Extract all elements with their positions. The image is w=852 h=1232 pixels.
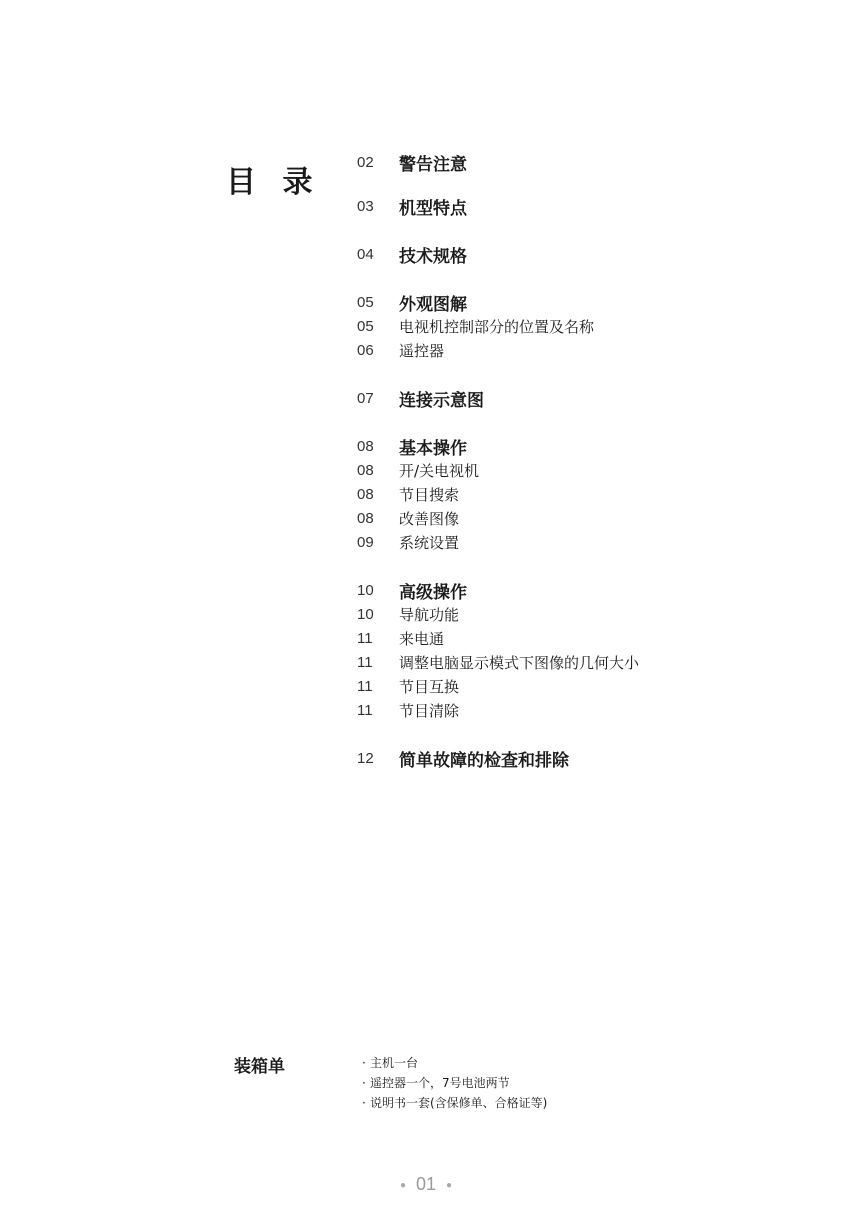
packing-list bbox=[362, 1053, 547, 1113]
toc-entry-text: 来电通 bbox=[399, 629, 445, 648]
dot-icon: ● bbox=[446, 1179, 453, 1191]
toc-entry[interactable] bbox=[357, 506, 817, 530]
packing-item bbox=[362, 1093, 547, 1113]
toc-page-number: 11 bbox=[357, 629, 373, 647]
toc-page-number: 08 bbox=[357, 485, 374, 503]
toc-entry-text: 节目清除 bbox=[399, 701, 460, 720]
toc-entry-text: 节目互换 bbox=[399, 677, 460, 696]
toc-entry-text: 导航功能 bbox=[399, 605, 460, 624]
toc-page-number: 11 bbox=[357, 653, 373, 671]
toc-page-number: 11 bbox=[357, 677, 373, 695]
toc-entry-text: 调整电脑显示模式下图像的几何大小 bbox=[399, 653, 640, 672]
toc-entry[interactable] bbox=[357, 314, 817, 338]
packing-item bbox=[362, 1053, 547, 1073]
toc-entry[interactable] bbox=[357, 338, 817, 362]
toc-entry[interactable] bbox=[357, 746, 817, 770]
toc-entry-text: 开/关电视机 bbox=[399, 461, 480, 480]
page-number bbox=[0, 1174, 852, 1195]
toc-page-number: 06 bbox=[357, 341, 374, 359]
toc-page-number: 03 bbox=[357, 197, 374, 215]
toc-entry[interactable] bbox=[357, 698, 817, 722]
toc-page-number: 09 bbox=[357, 533, 374, 551]
table-of-contents bbox=[357, 150, 817, 770]
toc-entry[interactable] bbox=[357, 194, 817, 218]
toc-entry-text: 机型特点 bbox=[399, 198, 467, 219]
toc-entry[interactable] bbox=[357, 434, 817, 458]
page-number-value: 01 bbox=[415, 1174, 437, 1194]
toc-entry[interactable] bbox=[357, 602, 817, 626]
toc-page-number: 05 bbox=[357, 293, 374, 311]
toc-entry-text: 简单故障的检查和排除 bbox=[399, 750, 569, 771]
toc-entry-text: 遥控器 bbox=[399, 341, 445, 360]
toc-entry-text: 节目搜索 bbox=[399, 485, 460, 504]
toc-entry[interactable] bbox=[357, 290, 817, 314]
toc-page-number: 07 bbox=[357, 389, 374, 407]
toc-entry[interactable] bbox=[357, 242, 817, 266]
toc-entry-text: 高级操作 bbox=[399, 582, 467, 603]
toc-page-number: 02 bbox=[357, 153, 374, 171]
toc-entry[interactable] bbox=[357, 386, 817, 410]
dot-icon: ● bbox=[399, 1179, 406, 1191]
bullet-icon: · bbox=[362, 1076, 366, 1090]
packing-item-text: 主机一台 bbox=[370, 1056, 419, 1070]
toc-entry-text: 警告注意 bbox=[399, 154, 467, 175]
toc-entry-text: 基本操作 bbox=[399, 438, 467, 459]
toc-entry-text: 连接示意图 bbox=[399, 390, 484, 411]
toc-entry[interactable] bbox=[357, 458, 817, 482]
packing-item-text: 说明书一套(含保修单、合格证等) bbox=[370, 1096, 548, 1110]
toc-entry[interactable] bbox=[357, 482, 817, 506]
toc-entry-text: 外观图解 bbox=[399, 294, 467, 315]
toc-entry[interactable] bbox=[357, 578, 817, 602]
toc-page-number: 12 bbox=[357, 749, 374, 767]
toc-page-number: 08 bbox=[357, 437, 374, 455]
toc-page-number: 10 bbox=[357, 581, 374, 599]
packing-item-text: 遥控器一个，7号电池两节 bbox=[370, 1076, 510, 1090]
toc-page-number: 05 bbox=[357, 317, 374, 335]
bullet-icon: · bbox=[362, 1056, 366, 1070]
toc-entry[interactable] bbox=[357, 650, 817, 674]
toc-page-number: 04 bbox=[357, 245, 374, 263]
toc-entry-text: 系统设置 bbox=[399, 533, 460, 552]
toc-title: 目 录 bbox=[226, 165, 321, 200]
packing-list-title: 装箱单 bbox=[234, 1057, 285, 1077]
toc-entry[interactable] bbox=[357, 674, 817, 698]
toc-page-number: 11 bbox=[357, 701, 373, 719]
bullet-icon: · bbox=[362, 1096, 366, 1110]
toc-entry[interactable] bbox=[357, 530, 817, 554]
toc-page-number: 08 bbox=[357, 461, 374, 479]
toc-entry[interactable] bbox=[357, 626, 817, 650]
toc-entry-text: 改善图像 bbox=[399, 509, 460, 528]
toc-page-number: 08 bbox=[357, 509, 374, 527]
packing-item bbox=[362, 1073, 547, 1093]
toc-entry[interactable] bbox=[357, 150, 817, 174]
toc-entry-text: 技术规格 bbox=[399, 246, 467, 267]
toc-entry-text: 电视机控制部分的位置及名称 bbox=[399, 317, 595, 336]
toc-page-number: 10 bbox=[357, 605, 374, 623]
